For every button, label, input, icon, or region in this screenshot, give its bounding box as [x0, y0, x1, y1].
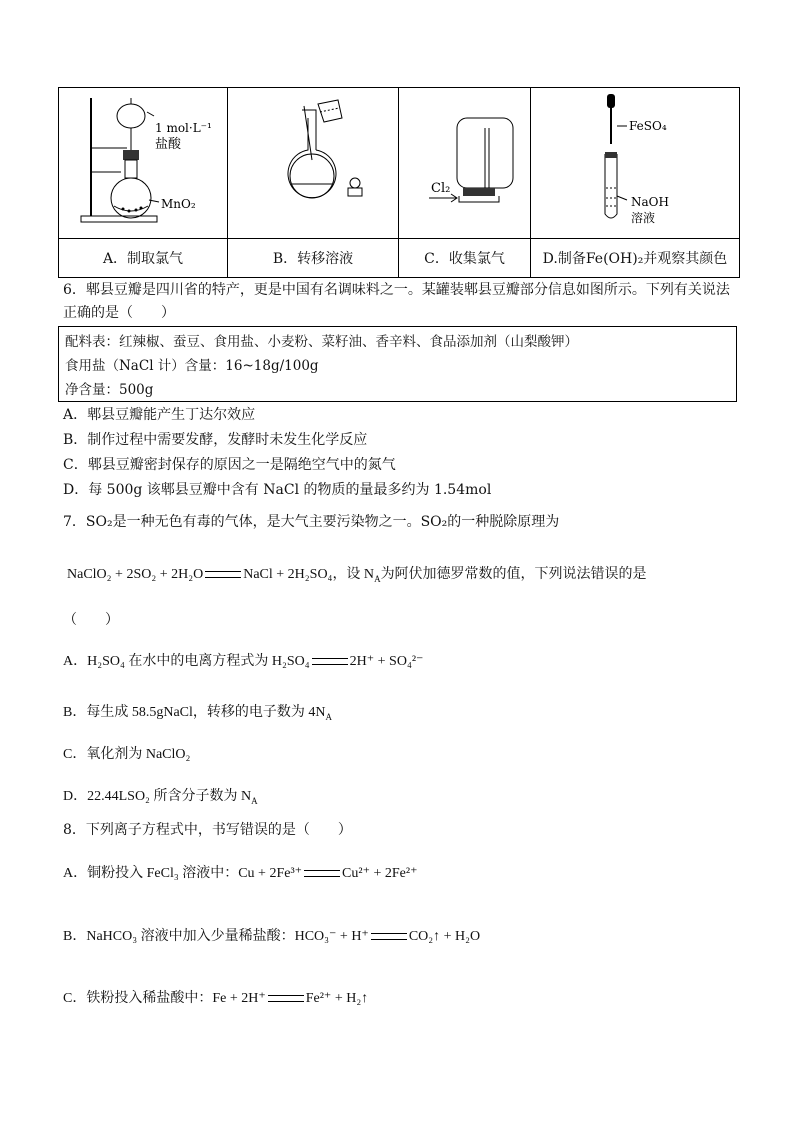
collect-chlorine-figure	[399, 88, 530, 234]
q6-option-b: B．制作过程中需要发酵，发酵时未发生化学反应	[63, 432, 368, 448]
q8-option-c	[63, 989, 368, 1009]
fig-a-label-conc: 1 mol·L⁻¹	[155, 121, 212, 135]
caption-c: C．收集氯气	[399, 239, 531, 278]
fig-d-cell	[531, 88, 740, 239]
q7-stem: 7．SO₂是一种无色有毒的气体，是大气主要污染物之一。SO₂的一种脱除原理为	[63, 514, 560, 530]
q6-option-d: D．每 500g 该郫县豆瓣中含有 NaCl 的物质的量最多约为 1.54mol	[63, 482, 492, 498]
caption-a: A．制取氯气	[59, 239, 228, 278]
q6-info-net: 净含量：500g	[65, 382, 154, 398]
transfer-solution-figure	[228, 88, 398, 234]
q7-option-b-sub: A	[325, 711, 332, 722]
q6-stem-line1: 6．郫县豆瓣是四川省的特产，更是中国有名调味料之一。某罐装郫县豆瓣部分信息如图所示。下列有关说法	[63, 282, 730, 298]
caption-b: B．转移溶液	[228, 239, 399, 278]
caption-d: D.制备Fe(OH)₂并观察其颜色	[531, 239, 740, 278]
q7-option-c: C．氧化剂为 NaClO₂	[63, 747, 191, 762]
q7-equation-line	[67, 565, 647, 589]
fig-b-cell	[228, 88, 399, 239]
q8-option-b-pre: B．NaHCO₃ 溶液中加入少量稀盐酸：HCO₃⁻ + H⁺	[63, 929, 369, 944]
fig-d-label-feso4: FeSO₄	[629, 119, 667, 133]
q7-option-d-sub: A	[251, 795, 258, 806]
q8-option-b	[63, 927, 480, 947]
q7-option-d-text: D．22.44LSO₂ 所含分子数为 N	[63, 789, 252, 804]
q6-info-salt: 食用盐（NaCl 计）含量：16~18g/100g	[65, 358, 319, 374]
q7-option-a-post: 2H⁺ + SO₄²⁻	[349, 654, 424, 669]
q6-option-a: A．郫县豆瓣能产生丁达尔效应	[63, 407, 256, 423]
q8-option-b-post: CO₂↑ + H₂O	[408, 929, 481, 944]
fig-a-label-mno2: MnO₂	[161, 197, 196, 211]
q7-stem-post2: 为阿伏加德罗常数的值，下列说法错误的是	[380, 567, 647, 582]
q7-option-a	[63, 652, 423, 672]
equals-sign-icon	[371, 933, 407, 940]
q6-info-box	[58, 326, 737, 402]
fig-a-label-acid: 盐酸	[155, 137, 182, 152]
q8-option-c-pre: C．铁粉投入稀盐酸中：Fe + 2H⁺	[63, 991, 266, 1006]
q7-eq-right: NaCl + 2H₂SO₄	[243, 567, 333, 582]
equals-sign-icon	[304, 870, 340, 877]
q8-stem: 8．下列离子方程式中，书写错误的是（ ）	[63, 822, 352, 838]
q7-option-a-pre: A．H₂SO₄ 在水中的电离方程式为 H₂SO₄	[63, 654, 310, 669]
q6-option-c: C．郫县豆瓣密封保存的原因之一是隔绝空气中的氮气	[63, 457, 396, 473]
q8-option-a-post: Cu²⁺ + 2Fe²⁺	[342, 866, 418, 881]
fig-c-cell	[399, 88, 531, 239]
q8-option-c-post: Fe²⁺ + H₂↑	[305, 991, 369, 1006]
equals-sign-icon	[268, 995, 304, 1002]
q7-eq-left: NaClO₂ + 2SO₂ + 2H₂O	[67, 567, 204, 582]
q7-option-d	[63, 787, 258, 811]
fig-c-label-cl2: Cl₂	[431, 181, 451, 196]
q6-info-ingredients: 配料表：红辣椒、蚕豆、食用盐、小麦粉、菜籽油、香辛料、食品添加剂（山梨酸钾）	[65, 334, 578, 350]
fig-d-label-naoh: NaOH	[631, 195, 669, 209]
equals-sign-icon	[312, 658, 348, 665]
apparatus-table	[58, 87, 740, 278]
q7-option-b	[63, 703, 332, 727]
q7-stem-post: ，设 N	[332, 567, 375, 582]
chlorine-generator-figure	[59, 88, 227, 234]
q6-stem-line2: 正确的是（ ）	[63, 305, 175, 321]
q7-stem-post-sub: A	[374, 573, 381, 584]
fig-a-cell	[59, 88, 228, 239]
ferrous-hydroxide-figure	[531, 88, 739, 234]
q7-paren: （ ）	[63, 612, 119, 628]
q7-option-b-text: B．每生成 58.5gNaCl，转移的电子数为 4N	[63, 705, 326, 720]
fig-d-label-solution: 溶液	[631, 211, 656, 225]
equals-sign-icon	[205, 571, 241, 578]
q8-option-a	[63, 864, 417, 884]
q8-option-a-pre: A．铜粉投入 FeCl₃ 溶液中：Cu + 2Fe³⁺	[63, 866, 303, 881]
